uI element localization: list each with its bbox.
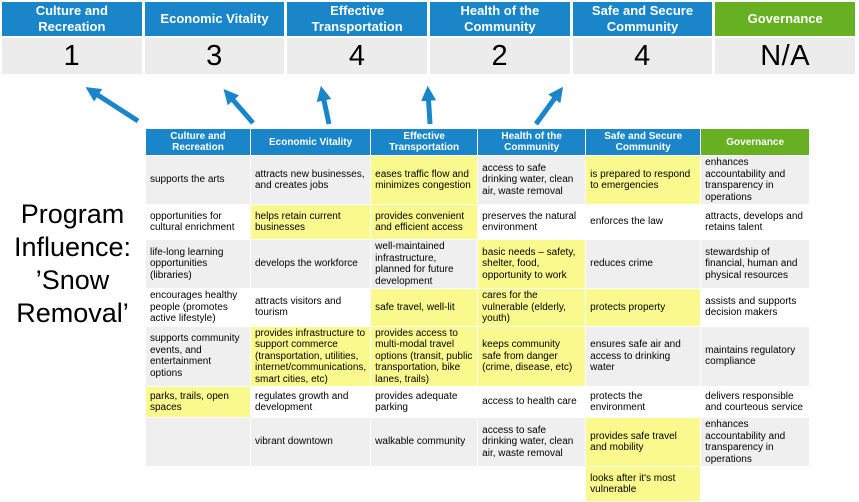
matrix-cell-r4c5: protects property [586, 289, 701, 327]
matrix-header-4: Health of the Community [478, 129, 586, 156]
priority-header-3: Effective Transportation [287, 2, 427, 36]
matrix-cell-r7c6: enhances accountability and transparency in operations [701, 418, 810, 467]
matrix-cell-r2c3: provides convenient and efficient access [371, 205, 478, 240]
matrix-cell-r5c2: provides infrastructure to support commerce (transportation, utilities, internet/communications, smart cities, etc) [251, 326, 371, 387]
matrix-cell-r4c3: safe travel, well-lit [371, 289, 478, 327]
matrix-cell-r2c2: helps retain current businesses [251, 205, 371, 240]
influence-arrow-3 [322, 91, 329, 124]
matrix-cell-r7c5: provides safe travel and mobility [586, 418, 701, 467]
matrix-cell-r6c5: protects the environment [586, 387, 701, 418]
matrix-cell-r7c1 [146, 418, 251, 467]
matrix-header-3: Effective Transportation [371, 129, 478, 156]
matrix-cell-r8c1 [146, 467, 251, 502]
matrix-header-2: Economic Vitality [251, 129, 371, 156]
matrix-cell-r2c4: preserves the natural environment [478, 205, 586, 240]
matrix-cell-r2c1: opportunities for cultural enrichment [146, 205, 251, 240]
matrix-cell-r2c5: enforces the law [586, 205, 701, 240]
matrix-cell-r3c2: develops the workforce [251, 240, 371, 289]
matrix-cell-r4c6: assists and supports decision makers [701, 289, 810, 327]
matrix-cell-r3c3: well-maintained infrastructure, planned for future development [371, 240, 478, 289]
priority-header-1: Culture and Recreation [2, 2, 142, 36]
matrix-cell-r8c6 [701, 467, 810, 502]
matrix-cell-r6c3: provides adequate parking [371, 387, 478, 418]
matrix-cell-r1c5: is prepared to respond to emergencies [586, 156, 701, 205]
matrix-cell-r7c3: walkable community [371, 418, 478, 467]
matrix-cell-r3c4: basic needs – safety, shelter, food, opportunity to work [478, 240, 586, 289]
priority-score-1: 1 [2, 38, 142, 74]
matrix-cell-r7c2: vibrant downtown [251, 418, 371, 467]
matrix-cell-r6c6: delivers responsible and courteous service [701, 387, 810, 418]
matrix-cell-r4c4: cares for the vulnerable (elderly, youth) [478, 289, 586, 327]
matrix-cell-r1c1: supports the arts [146, 156, 251, 205]
priority-header-2: Economic Vitality [145, 2, 285, 36]
matrix-cell-r8c5: looks after it's most vulnerable [586, 467, 701, 502]
priority-header-6: Governance [715, 2, 855, 36]
matrix-cell-r5c6: maintains regulatory compliance [701, 326, 810, 387]
matrix-cell-r6c2: regulates growth and development [251, 387, 371, 418]
priority-header-5: Safe and Secure Community [573, 2, 713, 36]
program-title-line: Program [20, 199, 125, 229]
matrix-cell-r5c4: keeps community safe from danger (crime, disease, etc) [478, 326, 586, 387]
matrix-cell-r1c4: access to safe drinking water, clean air, waste removal [478, 156, 586, 205]
influence-arrow-2 [227, 93, 253, 123]
matrix-cell-r6c4: access to health care [478, 387, 586, 418]
priority-score-2: 3 [145, 38, 285, 74]
program-title-line: Removal’ [16, 298, 129, 328]
matrix-cell-r5c3: provides access to multi-modal travel options (transit, public transportation, bike lanes, trails) [371, 326, 478, 387]
priority-header-4: Health of the Community [430, 2, 570, 36]
program-title [0, 198, 145, 330]
matrix-cell-r8c2 [251, 467, 371, 502]
matrix-cell-r1c6: enhances accountability and transparency in operations [701, 156, 810, 205]
matrix-cell-r5c1: supports community events, and entertainment options [146, 326, 251, 387]
matrix-cell-r4c1: encourages healthy people (promotes active lifestyle) [146, 289, 251, 327]
matrix-cell-r1c2: attracts new businesses, and creates jobs [251, 156, 371, 205]
priority-score-3: 4 [287, 38, 427, 74]
matrix-cell-r6c1: parks, trails, open spaces [146, 387, 251, 418]
influence-matrix [145, 128, 810, 502]
matrix-cell-r3c1: life-long learning opportunities (libraries) [146, 240, 251, 289]
priority-score-5: 4 [573, 38, 713, 74]
matrix-cell-r7c4: access to safe drinking water, clean air, waste removal [478, 418, 586, 467]
priority-banner [2, 2, 855, 74]
program-title-line: ’Snow [35, 265, 110, 295]
matrix-cell-r3c5: reduces crime [586, 240, 701, 289]
matrix-cell-r3c6: stewardship of financial, human and physical resources [701, 240, 810, 289]
matrix-cell-r2c6: attracts, develops and retains talent [701, 205, 810, 240]
matrix-cell-r8c4 [478, 467, 586, 502]
matrix-cell-r1c3: eases traffic flow and minimizes congestion [371, 156, 478, 205]
matrix-cell-r5c5: ensures safe air and access to drinking water [586, 326, 701, 387]
priority-score-6: N/A [715, 38, 855, 74]
influence-arrow-5 [536, 91, 560, 124]
priority-score-4: 2 [430, 38, 570, 74]
matrix-cell-r8c3 [371, 467, 478, 502]
matrix-header-5: Safe and Secure Community [586, 129, 701, 156]
program-title-line: Influence: [13, 232, 132, 262]
influence-arrow-1 [90, 90, 138, 121]
matrix-header-6: Governance [701, 129, 810, 156]
matrix-header-1: Culture and Recreation [146, 129, 251, 156]
matrix-cell-r4c2: attracts visitors and tourism [251, 289, 371, 327]
influence-arrow-4 [428, 91, 430, 124]
